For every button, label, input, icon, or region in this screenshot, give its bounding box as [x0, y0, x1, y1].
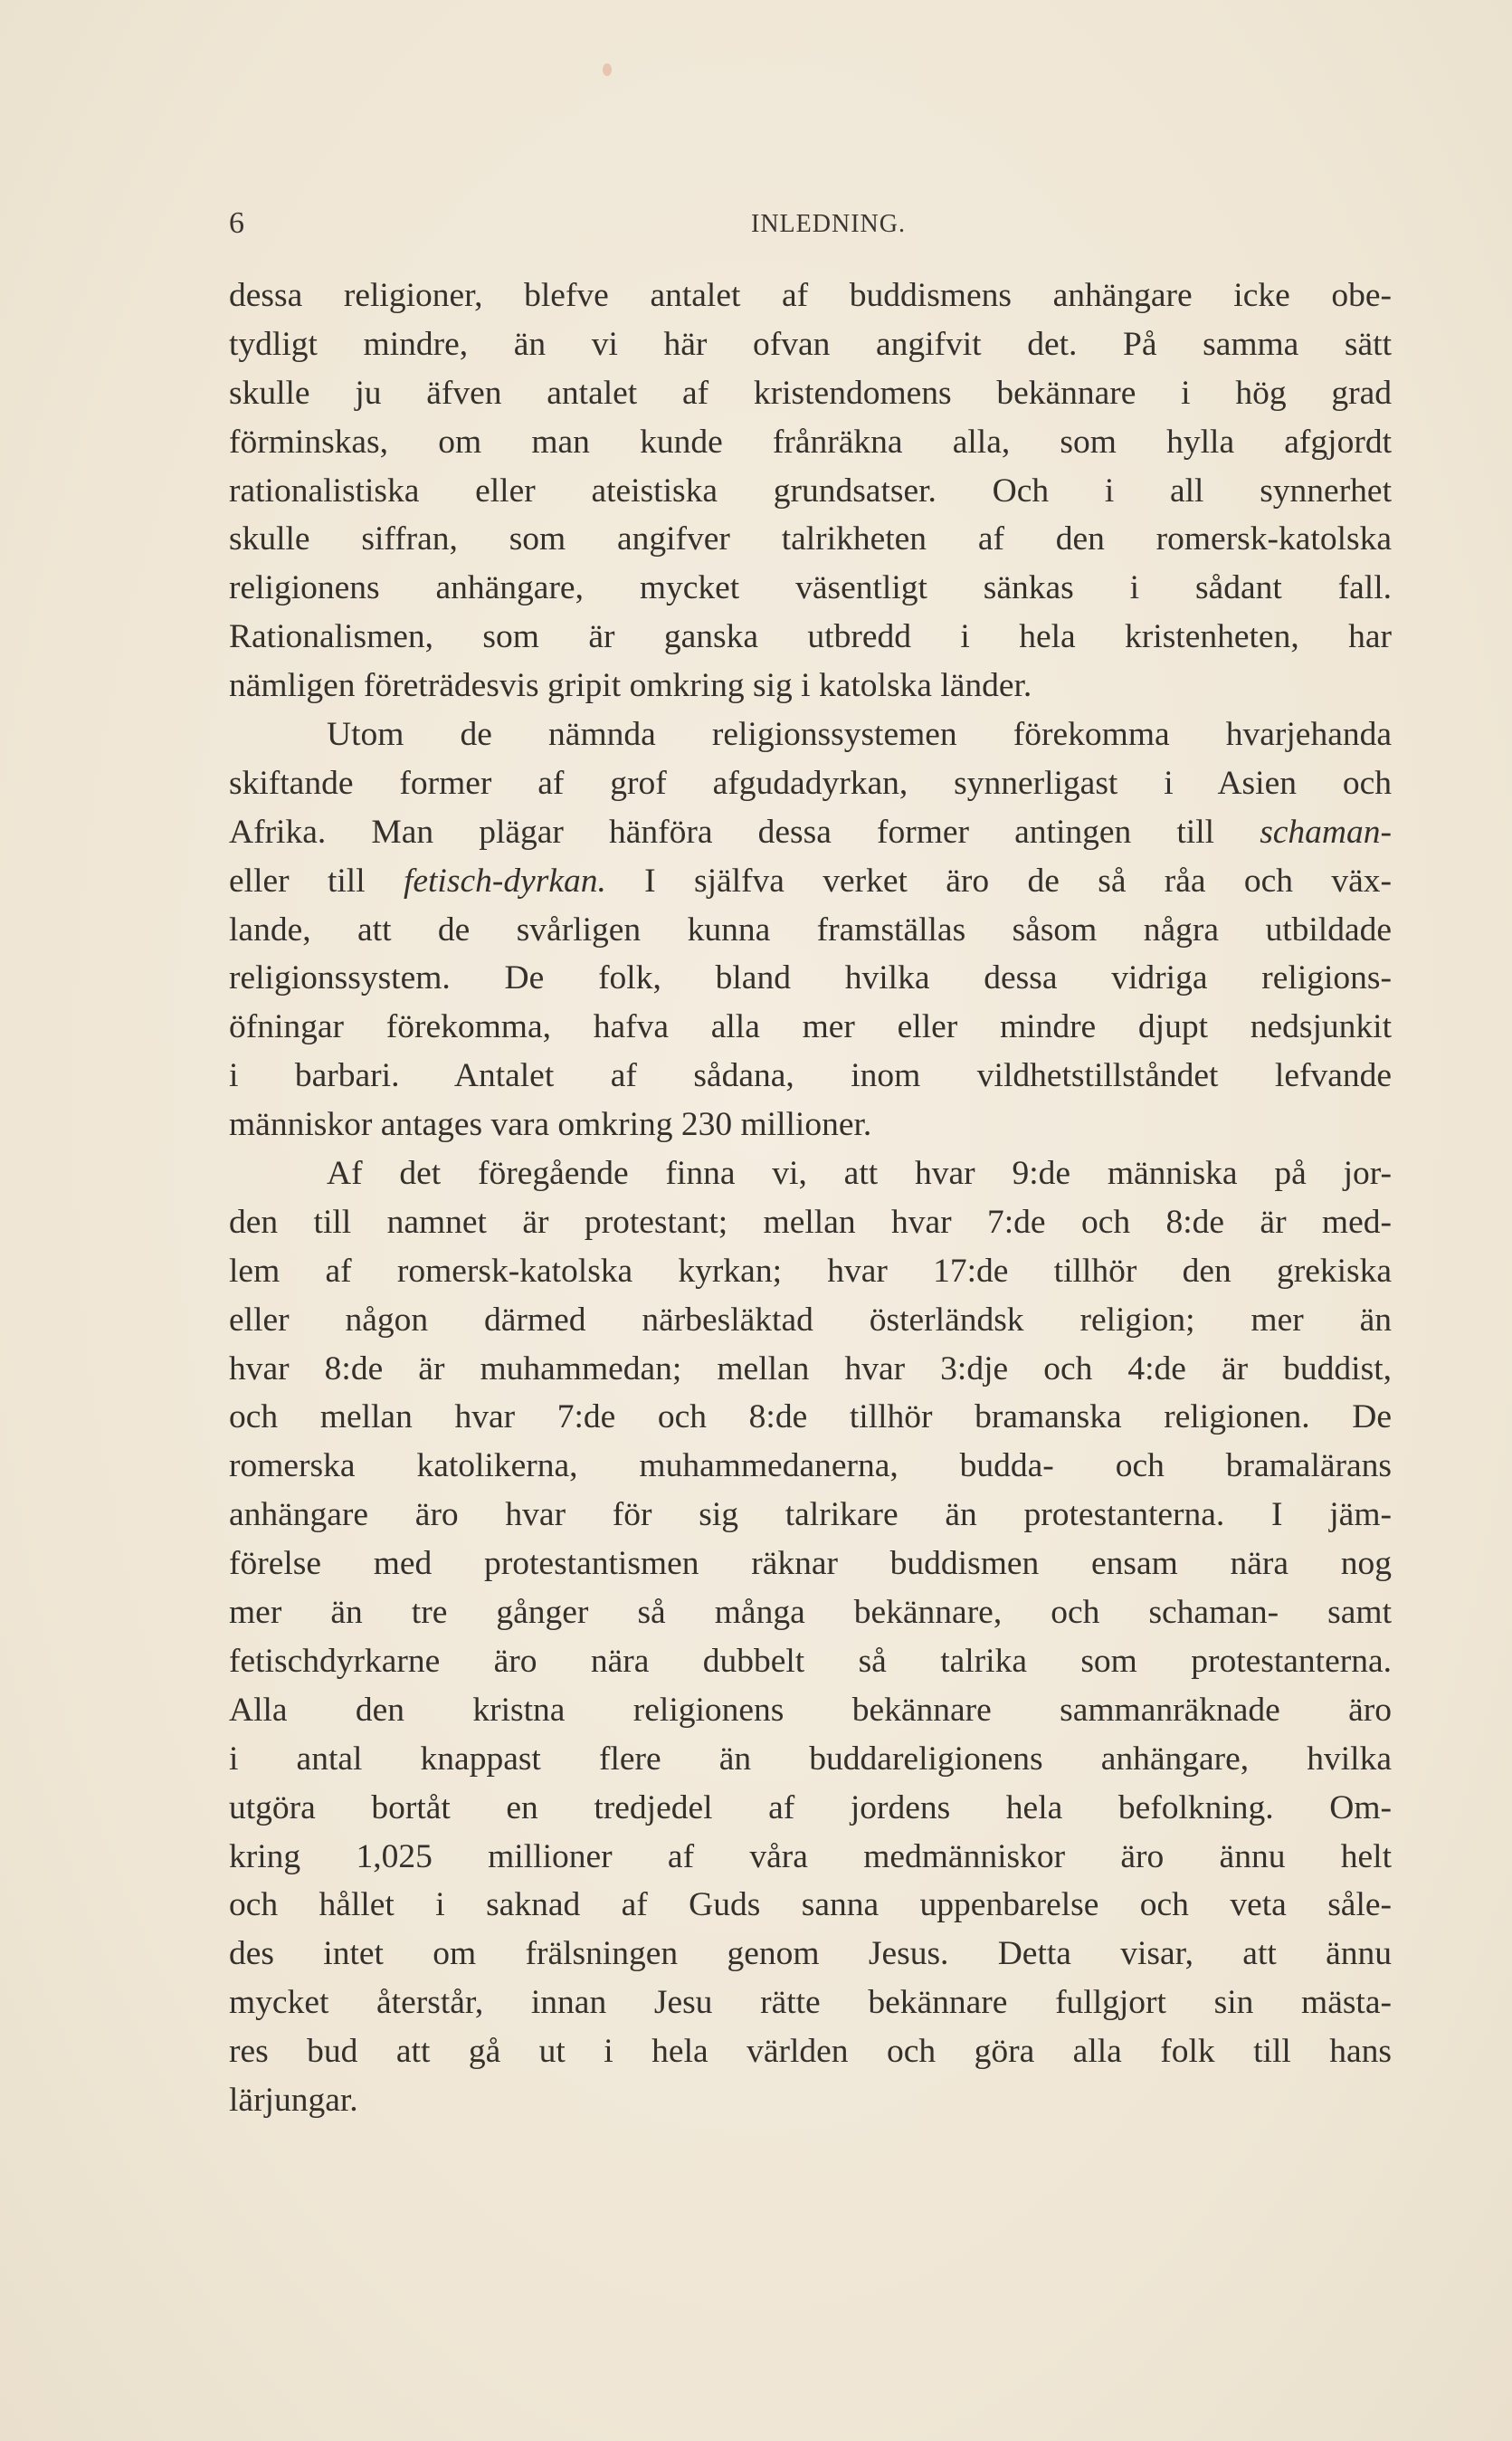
text-line: tydligt mindre, än vi här ofvan angifvit det. På samma sätt	[229, 325, 1392, 363]
text-line: religionens anhängare, mycket väsentligt sänkas i sådant fall.	[229, 569, 1392, 607]
text-line: Af det föregående finna vi, att hvar 9:de människa på jor-	[327, 1155, 1392, 1193]
text-line: Afrika. Man plägar hänföra dessa former antingen till schaman-	[229, 813, 1392, 851]
text-line: utgöra bortåt en tredjedel af jordens hela befolkning. Om-	[229, 1788, 1392, 1826]
running-head	[229, 206, 1392, 243]
text-line: lande, att de svårligen kunna framställas såsom några utbildade	[229, 911, 1392, 949]
text-line: Rationalismen, som är ganska utbredd i hela kristenheten, har	[229, 618, 1392, 656]
text-line: kring 1,025 millioner af våra medmänniskor äro ännu helt	[229, 1837, 1392, 1875]
italic-term: fetisch-dyrkan.	[403, 862, 606, 900]
text-line: Utom de nämnda religionssystemen förekomma hvarjehanda	[327, 716, 1392, 754]
text-line: eller någon därmed närbesläktad österländsk religion; mer än	[229, 1301, 1392, 1339]
running-title: INLEDNING.	[751, 210, 906, 238]
text-line: religionssystem. De folk, bland hvilka dessa vidriga religions-	[229, 959, 1392, 997]
text-line: fetischdyrkarne äro nära dubbelt så talrika som protestanterna.	[229, 1642, 1392, 1680]
text-line: människor antages vara omkring 230 millioner.	[229, 1106, 872, 1144]
text-line: lärjungar.	[229, 2081, 358, 2119]
text-line: skulle siffran, som angifver talrikheten af den romersk-katolska	[229, 520, 1392, 558]
text-line: och hållet i saknad af Guds sanna uppenbarelse och veta såle-	[229, 1886, 1392, 1924]
text-line: res bud att gå ut i hela världen och göra alla folk till hans	[229, 2033, 1392, 2071]
page-number: 6	[229, 206, 244, 240]
text-line: skiftande former af grof afgudadyrkan, synnerligast i Asien och	[229, 764, 1392, 802]
text-line: des intet om frälsningen genom Jesus. Detta visar, att ännu	[229, 1935, 1392, 1973]
text-line: dessa religioner, blefve antalet af buddismens anhängare icke obe-	[229, 277, 1392, 314]
text-line: i antal knappast flere än buddareligionens anhängare, hvilka	[229, 1740, 1392, 1778]
text-line: och mellan hvar 7:de och 8:de tillhör bramanska religionen. De	[229, 1398, 1392, 1436]
body-text	[229, 272, 1392, 2125]
text-line: romerska katolikerna, muhammedanerna, budda- och bramalärans	[229, 1447, 1392, 1485]
text-line: mycket återstår, innan Jesu rätte bekännare fullgjort sin mästa-	[229, 1984, 1392, 2022]
text-line: anhängare äro hvar för sig talrikare än protestanterna. I jäm-	[229, 1496, 1392, 1534]
text-line: förminskas, om man kunde frånräkna alla, som hylla afgjordt	[229, 423, 1392, 461]
text-line: öfningar förekomma, hafva alla mer eller mindre djupt nedsjunkit	[229, 1008, 1392, 1046]
text-line: eller till fetisch-dyrkan. I själfva verket äro de så råa och väx-	[229, 862, 1392, 900]
text-line: nämligen företrädesvis gripit omkring sig i katolska länder.	[229, 667, 1032, 705]
text-line: rationalistiska eller ateistiska grundsatser. Och i all synnerhet	[229, 472, 1392, 510]
text-line: Alla den kristna religionens bekännare sammanräknade äro	[229, 1691, 1392, 1729]
text-line: lem af romersk-katolska kyrkan; hvar 17:de tillhör den grekiska	[229, 1252, 1392, 1290]
paper-stain	[603, 63, 612, 76]
text-line: mer än tre gånger så många bekännare, och schaman- samt	[229, 1594, 1392, 1632]
text-line: skulle ju äfven antalet af kristendomens bekännare i hög grad	[229, 374, 1392, 412]
italic-term: schaman-	[1260, 813, 1392, 851]
text-line: förelse med protestantismen räknar buddismen ensam nära nog	[229, 1545, 1392, 1583]
text-line: den till namnet är protestant; mellan hvar 7:de och 8:de är med-	[229, 1203, 1392, 1241]
text-line: i barbari. Antalet af sådana, inom vildhetstillståndet lefvande	[229, 1057, 1392, 1095]
text-line: hvar 8:de är muhammedan; mellan hvar 3:dje och 4:de är buddist,	[229, 1349, 1392, 1387]
